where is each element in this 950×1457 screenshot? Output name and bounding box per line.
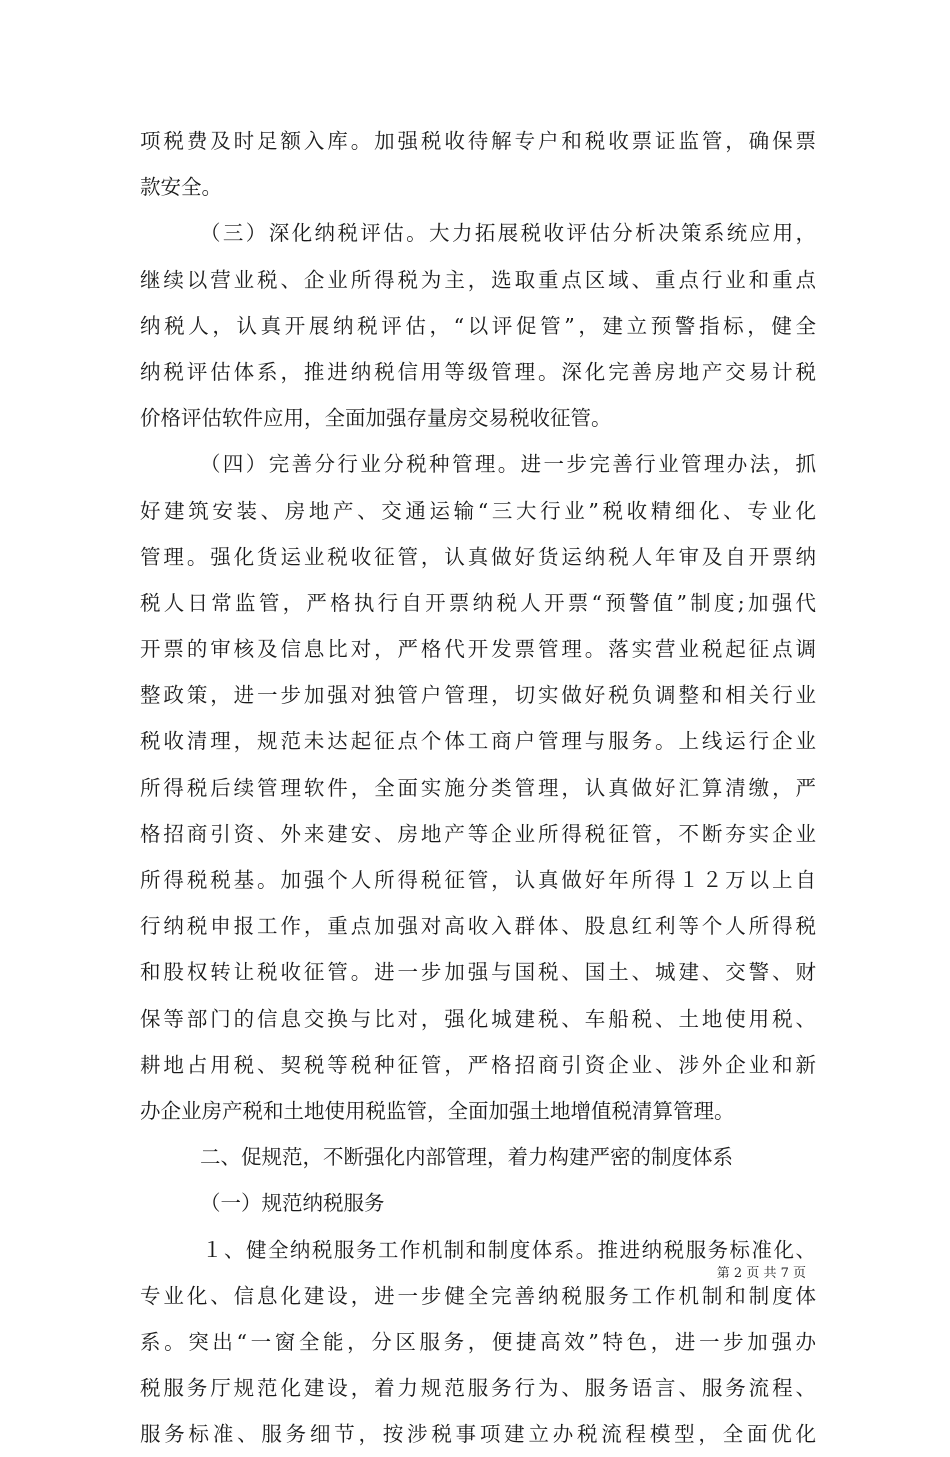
text-line: 行纳税申报工作，重点加强对高收入群体、股息红利等个人所得税: [140, 914, 816, 939]
text-line: 所得税税基。加强个人所得税征管，认真做好年所得１２万以上自: [140, 868, 816, 892]
text-line: 系。突出“一窗全能，分区服务，便捷高效”特色，进一步加强办: [140, 1329, 816, 1354]
text-line: 服务标准、服务细节，按涉税事项建立办税流程模型，全面优化: [140, 1422, 816, 1447]
subsection-heading: （一）规范纳税服务: [200, 1191, 385, 1216]
text-line: 和股权转让税收征管。进一步加强与国税、国土、城建、交警、财: [140, 960, 816, 985]
text-line: １、健全纳税服务工作机制和制度体系。推进纳税服务标准化、: [202, 1237, 816, 1262]
text-line: 整政策，进一步加强对独管户管理，切实做好税负调整和相关行业: [140, 683, 816, 708]
text-line: 税人日常监管，严格执行自开票纳税人开票“预警值”制度;加强代: [140, 590, 816, 615]
text-line: 款安全。: [140, 175, 222, 200]
text-line: 好建筑安装、房地产、交通运输“三大行业”税收精细化、专业化: [140, 498, 816, 523]
text-line: 所得税后续管理软件，全面实施分类管理，认真做好汇算清缴，严: [140, 775, 816, 800]
text-line: 价格评估软件应用，全面加强存量房交易税收征管。: [140, 406, 612, 431]
body-text: [140, 118, 816, 1457]
text-line: 项税费及时足额入库。加强税收待解专户和税收票证监管，确保票: [140, 129, 816, 153]
text-line: 继续以营业税、企业所得税为主，选取重点区域、重点行业和重点: [140, 267, 816, 292]
section-heading: 二、促规范，不断强化内部管理，着力构建严密的制度体系: [200, 1145, 733, 1170]
text-line: 耕地占用税、契税等税种征管，严格招商引资企业、涉外企业和新: [140, 1052, 816, 1077]
text-line: 税收清理，规范未达起征点个体工商户管理与服务。上线运行企业: [140, 729, 816, 754]
text-line: 保等部门的信息交换与比对，强化城建税、车船税、土地使用税、: [140, 1006, 816, 1031]
text-line: 格招商引资、外来建安、房地产等企业所得税征管，不断夯实企业: [140, 821, 816, 846]
text-line: （四）完善分行业分税种管理。进一步完善行业管理办法，抓: [200, 452, 816, 477]
text-line: 纳税人，认真开展纳税评估，“以评促管”，建立预警指标，健全: [140, 313, 816, 338]
text-line: 税服务厅规范化建设，着力规范服务行为、服务语言、服务流程、: [140, 1376, 816, 1401]
text-line: 开票的审核及信息比对，严格代开发票管理。落实营业税起征点调: [140, 637, 816, 662]
page-number: 第 2 页 共 7 页: [716, 1266, 806, 1281]
text-line: 办企业房产税和土地使用税监管，全面加强土地增值税清算管理。: [140, 1098, 735, 1123]
text-line: 管理。强化货运业税收征管，认真做好货运纳税人年审及自开票纳: [140, 544, 816, 569]
text-line: 专业化、信息化建设，进一步健全完善纳税服务工作机制和制度体: [140, 1283, 816, 1308]
text-line: 纳税评估体系，推进纳税信用等级管理。深化完善房地产交易计税: [140, 359, 816, 384]
text-line: （三）深化纳税评估。大力拓展税收评估分析决策系统应用，: [200, 221, 816, 246]
